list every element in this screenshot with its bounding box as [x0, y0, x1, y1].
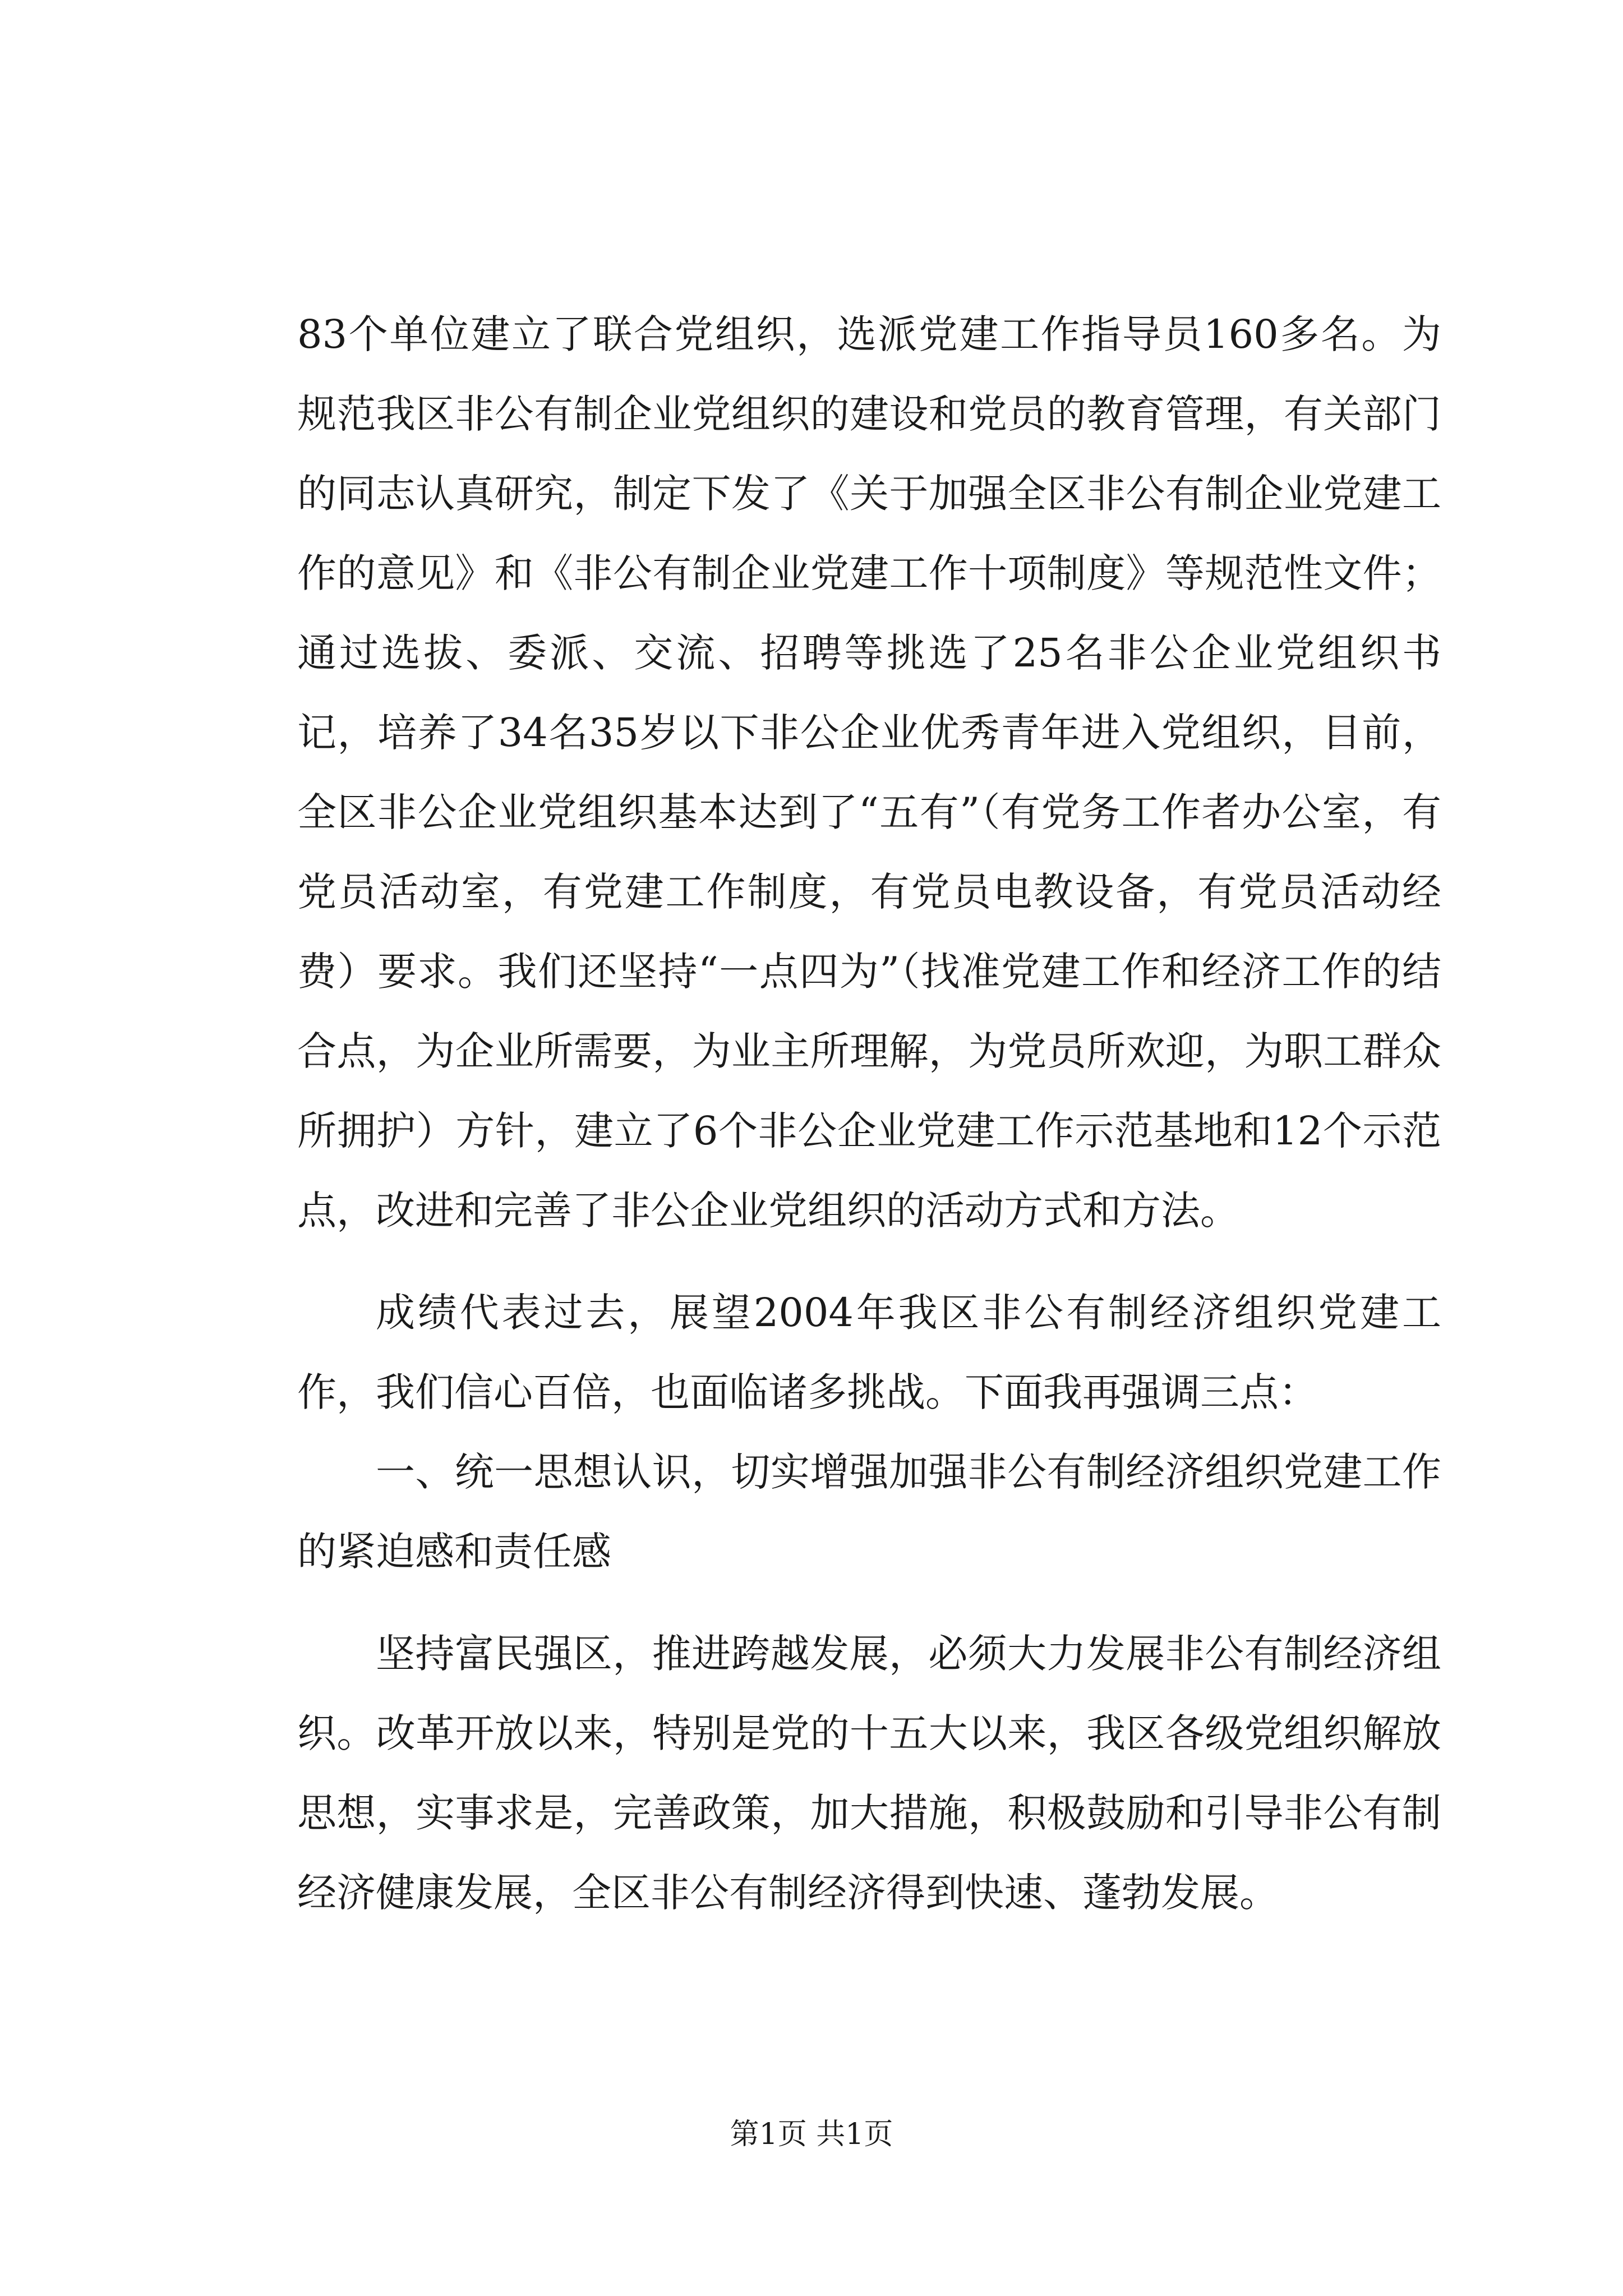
- paragraph-economy: 坚持富民强区，推进跨越发展，必须大力发展非公有制经济组织。改革开放以来，特别是党的十五大以来，我区各级党组织解放思想，实事求是，完善政策，加大措施，积极鼓励和引导非公有制经济健康发展，全区非公有制经济得到快速、蓬勃发展。: [297, 1631, 1441, 1916]
- paragraph-continuation: 83个单位建立了联合党组织，选派党建工作指导员160多名。为规范我区非公有制企业党组织的建设和党员的教育管理，有关部门的同志认真研究，制定下发了《关于加强全区非公有制企业党建工作的意见》和《非公有制企业党建工作十项制度》等规范性文件；通过选拔、委派、交流、招聘等挑选了25名非公企业党组织书记，培养了34名35岁以下非公企业优秀青年进入党组织，目前，全区非公企业党组织基本达到了“五有”（有党务工作者办公室，有党员活动室，有党建工作制度，有党员电教设备，有党员活动经费）要求。我们还坚持“一点四为”（找准党建工作和经济工作的结合点，为企业所需要，为业主所理解，为党员所欢迎，为职工群众所拥护）方针，建立了6个非公企业党建工作示范基地和12个示范点，改进和完善了非公企业党组织的活动方式和方法。: [297, 311, 1441, 1234]
- page-footer: [0, 2115, 1623, 2154]
- paragraph-outlook: 成绩代表过去，展望2004年我区非公有制经济组织党建工作，我们信心百倍，也面临诸多挑战。下面我再强调三点：: [297, 1290, 1441, 1415]
- page-number-label: 第1页 共1页: [730, 2118, 893, 2151]
- document-body: [297, 295, 1441, 1932]
- section-heading-one: 一、统一思想认识，切实增强加强非公有制经济组织党建工作的紧迫感和责任感: [297, 1449, 1441, 1575]
